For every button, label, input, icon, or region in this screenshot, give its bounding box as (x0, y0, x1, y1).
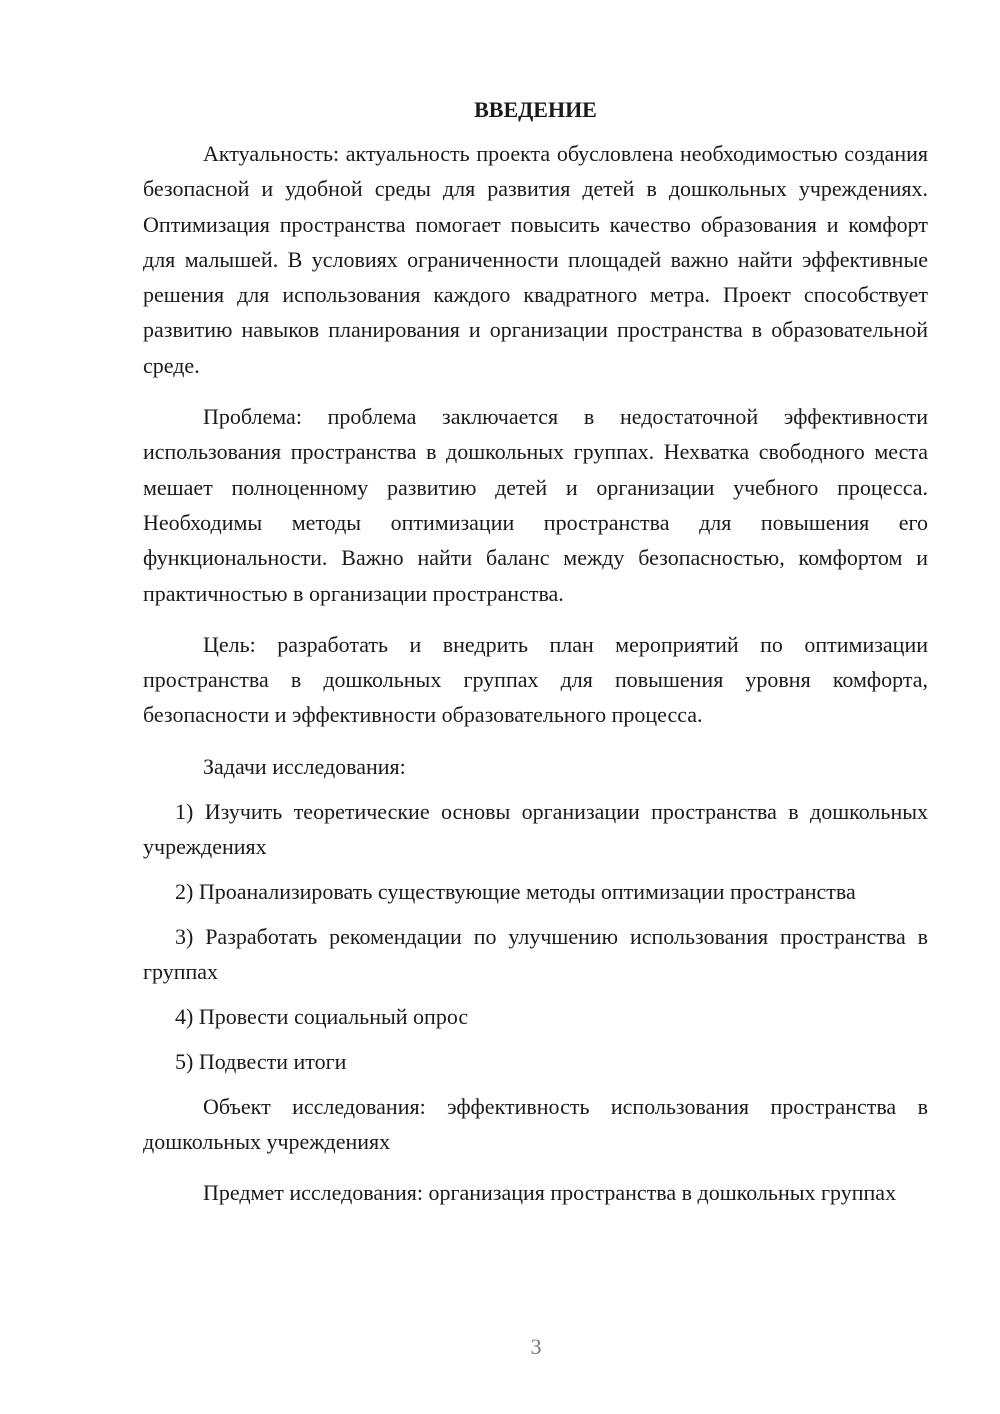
paragraph-goal: Цель: разработать и внедрить план мероприятий по оптимизации пространства в дошкольных группах для повышения уровня комфорта, безопасности и эффективности образовательного процесса. (143, 631, 928, 728)
task-item-1: 1) Изучить теоретические основы организации пространства в дошкольных учреждениях (143, 798, 928, 859)
document-title: ВВЕДЕНИЕ (474, 97, 597, 122)
task-item-2: 2) Проанализировать существующие методы оптимизации пространства (175, 878, 856, 904)
document-content (143, 90, 928, 1227)
paragraph-object: Объект исследования: эффективность использования пространства в дошкольных учреждениях (143, 1093, 928, 1155)
page-number: 3 (530, 1334, 542, 1359)
task-item-4: 4) Провести социальный опрос (175, 1003, 469, 1029)
tasks-heading: Задачи исследования: (203, 753, 406, 779)
paragraph-problem: Проблема: проблема заключается в недостаточной эффективности использования пространства в дошкольных группах. Нехватка свободного места мешает полноценному развитию детей и организации учебного процесса. Необходимы методы оптимизации пространства для повышения его функциональности. Важно найти баланс между безопасностью, комфортом и практичностью в организации пространства. (143, 404, 928, 606)
paragraph-relevance: Актуальность: актуальность проекта обусловлена необходимостью создания безопасной и удобной среды для развития детей в дошкольных учреждениях. Оптимизация пространства помогает повысить качество образования и комфорт для малышей. В условиях ограниченности площадей важно найти эффективные решения для использования каждого квадратного метра. Проект способствует развитию навыков планирования и организации пространства в образовательной среде. (143, 141, 928, 378)
task-item-3: 3) Разработать рекомендации по улучшению использования пространства в группах (143, 923, 928, 984)
paragraph-subject: Предмет исследования: организация пространства в дошкольных группах (203, 1180, 897, 1206)
task-item-5: 5) Подвести итоги (175, 1048, 347, 1074)
